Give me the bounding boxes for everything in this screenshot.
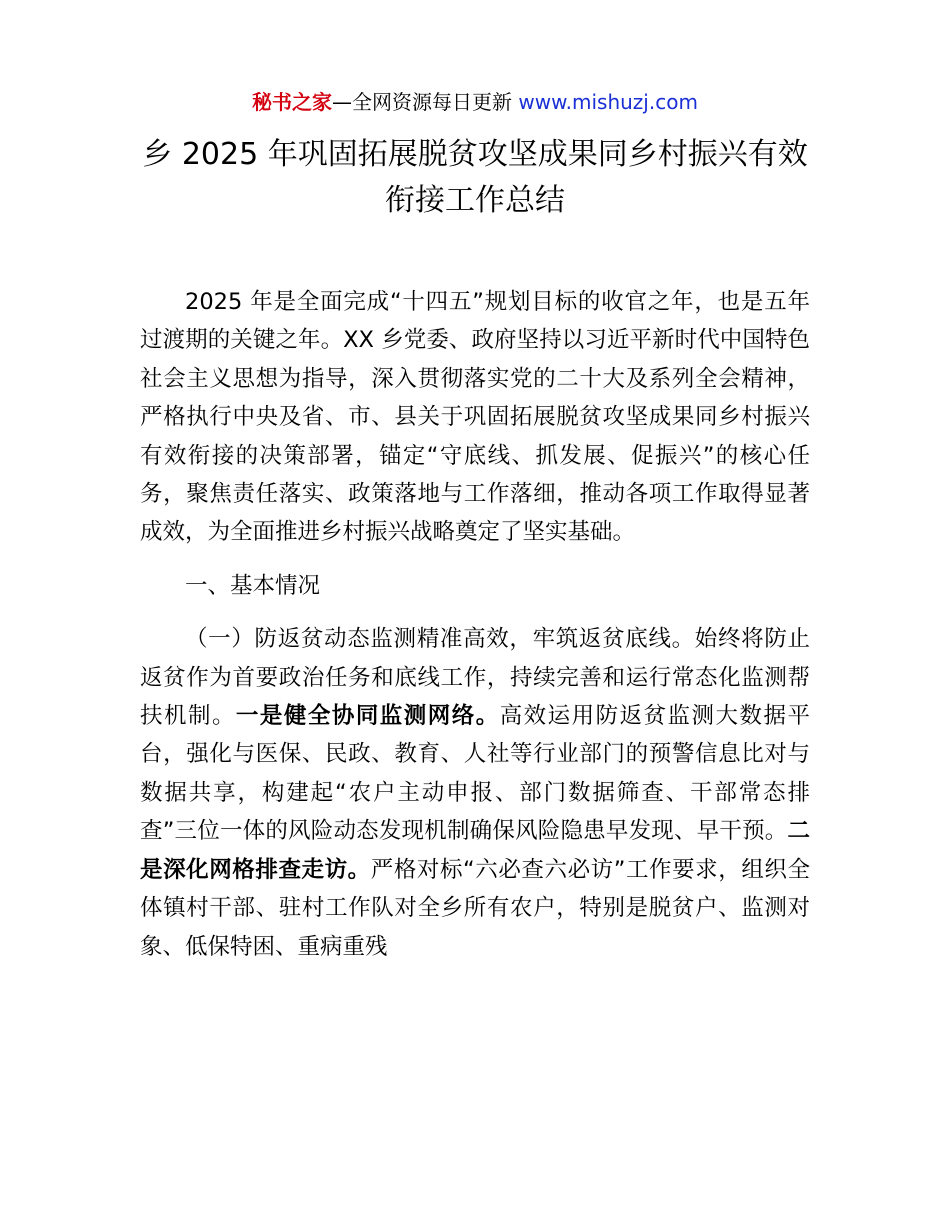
paragraph-text: （一）防返贫动态监测精准高效，牢筑返贫底线。始终将防止返贫作为首要政治任务和底线工作，持续完善和运行常态化监测帮扶机制。	[140, 626, 810, 730]
bold-point-two: 二是深化网格排查走访。	[140, 818, 810, 883]
site-link[interactable]: www.mishuzj.com	[518, 90, 698, 114]
brand-name: 秘书之家	[252, 90, 333, 114]
paragraph-text: 高效运用防返贫监测大数据平台，强化与医保、民政、教育、人社等行业部门的预警信息比对与数据共享，构建起“农户主动申报、部门数据筛查、干部常态排查”三位一体的风险动态发现机制确保风险隐患早发现、早干预。	[140, 703, 810, 845]
paragraph-text: 严格对标“六必查六必访”工作要求，组织全体镇村干部、驻村工作队对全乡所有农户，特别是脱贫户、监测对象、低保特困、重病重残	[140, 856, 810, 960]
document-title: 乡 2025 年巩固拓展脱贫攻坚成果同乡村振兴有效衔接工作总结	[142, 137, 808, 218]
monitoring-paragraph	[140, 620, 810, 966]
document-body	[140, 283, 810, 966]
header-tagline: —全网资源每日更新	[332, 90, 519, 114]
section-heading-basic: 一、基本情况	[185, 572, 321, 599]
intro-paragraph: 2025 年是全面完成“十四五”规划目标的收官之年，也是五年过渡期的关键之年。XX 乡党委、政府坚持以习近平新时代中国特色社会主义思想为指导，深入贯彻落实党的二十大及系列全会精神，严格执行中央及省、市、县关于巩固拓展脱贫攻坚成果同乡村振兴有效衔接的决策部署，锚定“守底线、抓发展、促振兴”的核心任务，聚焦责任落实、政策落地与工作落细，推动各项工作取得显著成效，为全面推进乡村振兴战略奠定了坚实基础。	[140, 289, 810, 546]
watermark-header	[0, 88, 950, 116]
bold-point-one: 一是健全协同监测网络。	[235, 703, 500, 730]
